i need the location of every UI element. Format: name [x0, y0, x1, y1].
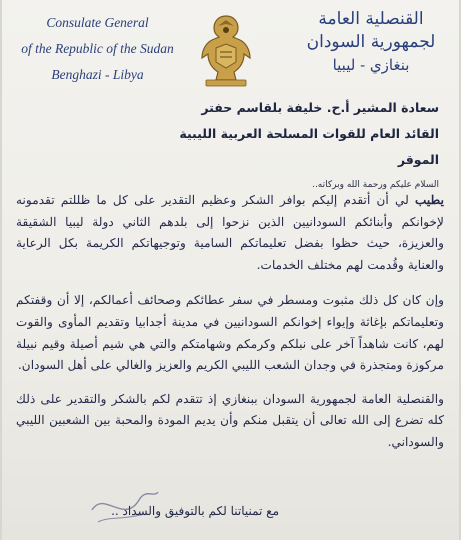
letterhead-ar-line1: القنصلية العامة [318, 9, 424, 29]
paragraph-1-text: لي أن أتقدم إليكم بوافر الشكر وعظيم التقدير على كل ما ظللتم تقدمونه لإخوانكم وأبنائكم السودانيين الذين نزحوا إلى بلدهم الثاني دولة ليبيا الشقيقة والعزيزة، حيث حظوا بفضل تعليماتكم السامية وتوجيهاتكم الكريمة بكل الرعاية والعناية وقُدمت لهم مختلف الخدمات. [16, 193, 444, 272]
addressee-line2: القائد العام للقوات المسلحة العربية الليبية [179, 126, 439, 141]
closing-line: مع تمنياتنا لكم بالتوفيق والسداد .. [111, 504, 279, 518]
letterhead-ar-line3: بنغازي - ليبيا [332, 56, 410, 74]
sudan-emblem-icon [192, 10, 260, 88]
addressee-line1: سعادة المشير أ.ح. خليفة بلقاسم حفتر [201, 100, 439, 115]
letterhead-ar-line2: لجمهورية السودان [306, 32, 436, 52]
letterhead-en-line2: of the Republic of the Sudan [21, 41, 174, 56]
greeting: السلام عليكم ورحمة الله وبركاته.. [312, 180, 439, 190]
letterhead-en-line3: Benghazi - Libya [51, 67, 144, 82]
addressee-line3: الموقر [397, 152, 439, 167]
paragraph-2: وإن كان كل ذلك مثبوت ومسطر في سفر عطائكم وصحائف أعمالكم، إلا أن وقفتكم وتعليماتكم بإغاثة وإيواء إخوانكم السودانيين في مدينة أجدابيا وتقديم المأوى والقوت لهم، كانت شاهداً آخر على نبلكم وكرمكم وشهامتكم والتي هي شيم أصيلة وقيم نبيلة مركوزة ومتجذرة في وجدان الشعب الليبي الكريم والعزيز والغالي على أهل السودان. [16, 293, 444, 373]
signature-stamp-icon [84, 470, 164, 540]
letterhead-english [10, 10, 185, 88]
letterhead-arabic [291, 8, 451, 77]
letter-body [16, 190, 444, 464]
paragraph-1-first-word: يطيب [414, 193, 445, 207]
paragraph-3: والقنصلية العامة لجمهورية السودان ببنغازي إذ تتقدم لكم بالشكر والتقدير على ذلك كله تضرع إلى الله تعالى أن يتقبل منكم وأن يديم المودة والمحبة بين الشعبين الليبي والسوداني. [16, 391, 444, 449]
letter-page [2, 0, 459, 540]
paragraph-1 [16, 190, 444, 276]
addressee-block [39, 95, 439, 173]
letterhead-en-line1: Consulate General [46, 15, 149, 30]
